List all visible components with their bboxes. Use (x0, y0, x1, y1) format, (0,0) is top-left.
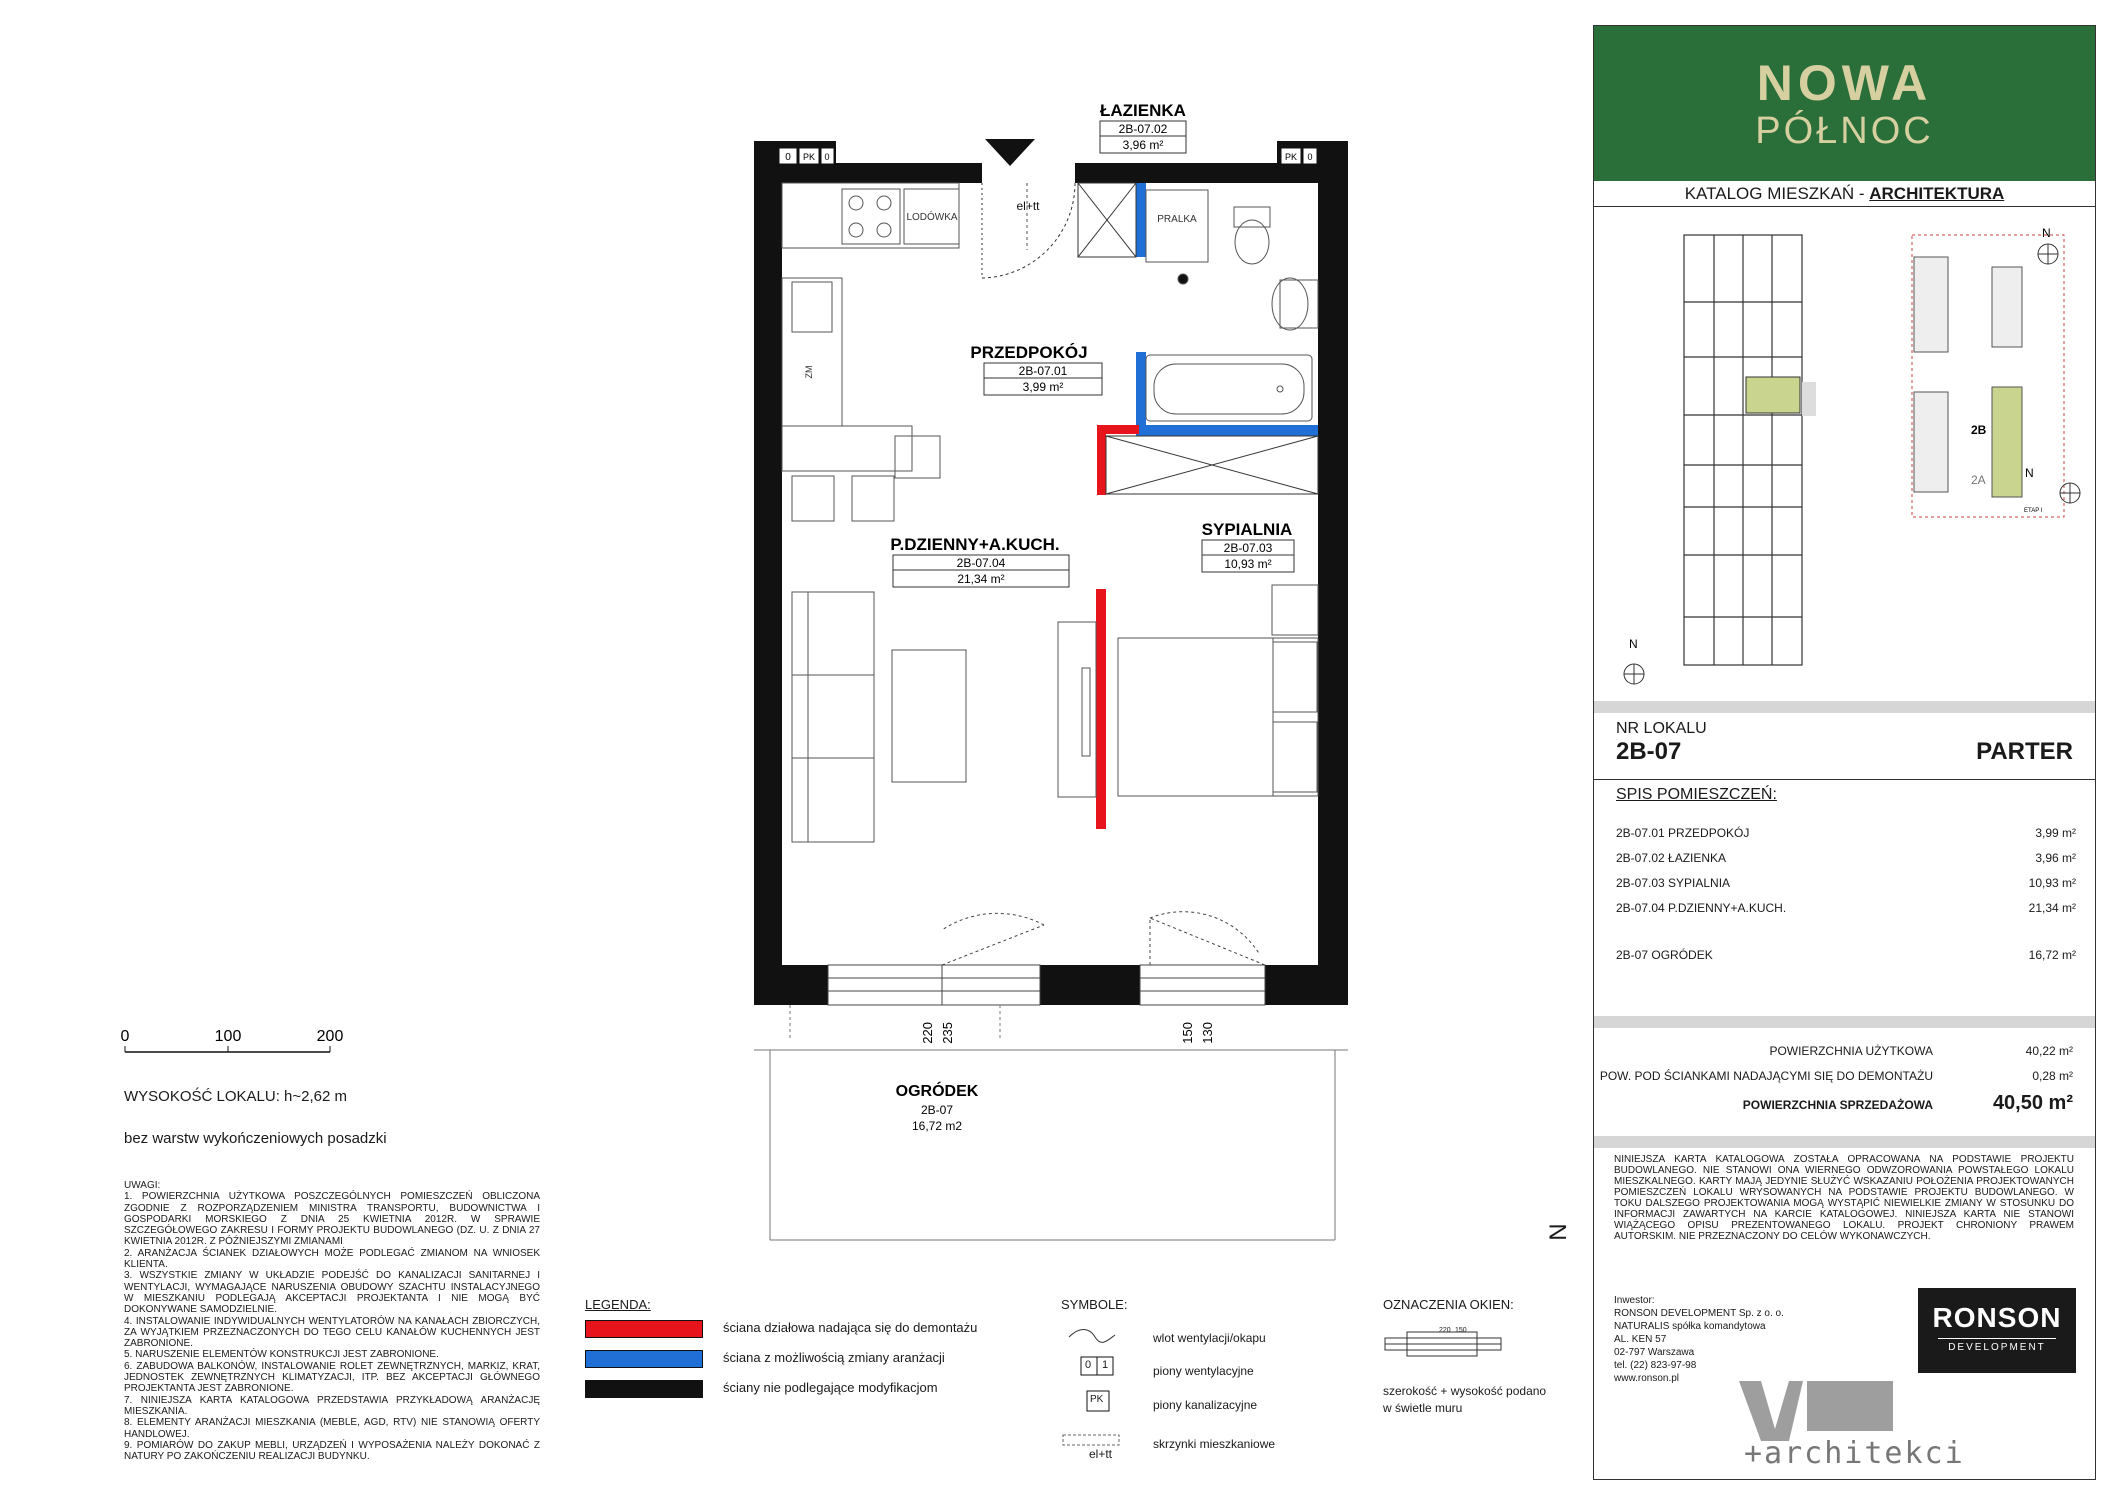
key-etap: ETAP I (2024, 508, 2043, 514)
symbol-glyph-pk: PK (1090, 1394, 1104, 1405)
windows-note-dim-2: 150 (1455, 1327, 1467, 1334)
room-label-bath (1100, 101, 1186, 153)
zm-label: ZM (804, 365, 814, 379)
legend (585, 1297, 985, 1408)
garden-area: 16,72 m2 (911, 1119, 963, 1133)
washer-label: PRALKA (1157, 214, 1197, 225)
remark-2: 2. ARANŻACJA ŚCIANEK DZIAŁOWYCH MOŻE PODLEGAĆ ZMIANOM NA WNIOSEK KLIENTA. (124, 1247, 540, 1271)
legend-title: LEGENDA: (585, 1297, 651, 1312)
counter (782, 278, 842, 426)
garden-code: 2B-07 (920, 1103, 954, 1117)
entry-door (982, 183, 1075, 278)
remark-3: 3. WSZYSTKIE ZMIANY W UKŁADZIE PODEJŚĆ DO KANALIZACJI SANITARNEJ I WENTYLACJI, WYMAGAJĄCE NARUSZENIA OBUDOWY SZACHTU INSTALACYJNEGO W MIESZKANIU PODLEGAJĄ AKCEPTACJI PROJEKTANTA I NIE MOGĄ BYĆ DOKONYWANE SAMODZIELNIE. (124, 1270, 540, 1316)
windows-note (1383, 1297, 1563, 1417)
legend-label-blue: ściana z możliwością zmiany aranżacji (723, 1350, 945, 1365)
key-north-3: N (1629, 637, 1638, 651)
win2-height: 130 (1200, 1022, 1215, 1044)
scale-tick-200: 200 (316, 1028, 344, 1045)
building-outline (1684, 235, 1802, 665)
remark-7: 7. NINIEJSZA KARTA KATALOGOWA PRZEDSTAWIA PRZYKŁADOWĄ ARANŻACJĘ MIESZKANIA. (124, 1394, 540, 1417)
living-area: 21,34 m² (957, 572, 1005, 586)
catalog-prefix: KATALOG MIESZKAŃ - (1684, 184, 1870, 203)
bath-name: ŁAZIENKA (1100, 101, 1186, 120)
living-code: 2B-07.04 (956, 556, 1006, 570)
catalog-title (1594, 181, 2095, 207)
vent-0-label-3: 0 (1307, 152, 1313, 162)
pk-label-2: PK (1284, 152, 1298, 162)
entrance-arrow-icon (985, 139, 1035, 166)
bath-code: 2B-07.02 (1118, 122, 1168, 136)
symbol-label-box: skrzynki mieszkaniowe (1153, 1437, 1276, 1451)
key-north-2: N (2025, 466, 2034, 480)
symbol-label-sewer: piony kanalizacyjne (1153, 1398, 1258, 1412)
garden-name: OGRÓDEK (895, 1083, 979, 1100)
living-furniture (792, 592, 1096, 842)
panel-divider-1 (1594, 701, 2095, 713)
info-panel (1593, 25, 2096, 1480)
unit-label: NR LOKALU (1616, 720, 1707, 737)
hall-area: 3,99 m² (1022, 380, 1064, 394)
hall-code: 2B-07.01 (1018, 364, 1068, 378)
scale-tick-100: 100 (214, 1028, 242, 1045)
room-row-3: 2B-07.03 SYPIALNIA 10,93 m² (1616, 876, 2076, 890)
brand-line2: PÓŁNOC (1755, 110, 1934, 152)
key-2a: 2A (1971, 473, 1986, 487)
remark-1: 1. POWIERZCHNIA UŻYTKOWA POSZCZEGÓLNYCH POMIESZCZEŃ OBLICZONA ZGODNIE Z ROZPORZĄDZENIEM MINISTRA TRANSPORTU, BUDOWNICTWA I GOSPODARKI MORSKIEGO Z DNIA 25 KWIETNIA 2012R. W SPRAWIE SZCZEGÓŁOWEGO ZAKRESU I FORMY PROJEKTU BUDOWLANEGO (DZ. U. Z DNIA 27 KWIETNIA 2012R. Z PÓŹNIEJSZYMI ZMIANAMI (124, 1191, 540, 1248)
key-2b: 2B (1971, 423, 1987, 437)
hall-name: PRZEDPOKÓJ (970, 343, 1088, 362)
ronson-logo: RONSON DEVELOPMENT (1918, 1288, 2076, 1373)
remark-5: 5. NARUSZENIE ELEMENTÓW KONSTRUKCJI JEST ZABRONIONE. (124, 1349, 439, 1361)
room-label-living (890, 535, 1069, 587)
riser-boxes (779, 148, 1317, 164)
remark-6: 6. ZABUDOWA BALKONÓW, INSTALOWANIE ROLET ZEWNĘTRZNYCH, MARKIZ, KRAT, JEDNOSTEK ZEWNĘTRZNYCH KLIMATYZACJI, ITP. BEZ AKCEPTACJI GŁÓWNEGO PROJEKTANTA JEST ZABRONIONE. (124, 1360, 540, 1395)
room-row-2: 2B-07.02 ŁAZIENKA 3,96 m² (1616, 851, 2076, 865)
garden-outline (754, 1005, 1348, 1240)
win2-width: 150 (1180, 1022, 1195, 1044)
living-name: P.DZIENNY+A.KUCH. (890, 535, 1060, 554)
rooms-header: SPIS POMIESZCZEŃ: (1616, 786, 1777, 803)
windows-note-text: szerokość + wysokość podano w świetle muru (1383, 1384, 1547, 1415)
unit-number: 2B-07 (1616, 738, 1682, 765)
brand-banner (1594, 26, 2095, 181)
remark-4: 4. INSTALOWANIE INDYWIDUALNYCH WENTYLATORÓW NA KANAŁACH ZBIORCZYCH, ZA WYJĄTKIEM PRZEZNACZONYCH DO TEGO CELU KANAŁÓW KUCHENNYCH JEST ZABRONIONE. (124, 1315, 540, 1350)
floor-note: bez warstw wykończeniowych posadzki (124, 1130, 387, 1147)
key-north-1: N (2042, 226, 2051, 240)
bedroom-code: 2B-07.03 (1223, 541, 1273, 555)
windows-note-title: OZNACZENIA OKIEN: (1383, 1297, 1514, 1312)
legend-swatch-blue (585, 1350, 703, 1368)
brand-line1: NOWA (1756, 55, 1933, 111)
bathroom-fixtures (1146, 190, 1318, 421)
key-plan (1594, 207, 2096, 702)
vent-inlet-icon (1069, 1330, 1115, 1343)
windows-note-dim-1: 220 (1439, 1327, 1451, 1334)
symbol-label-vent: wlot wentylacji/okapu (1153, 1331, 1266, 1345)
unit-floor: PARTER (1976, 738, 2073, 765)
compass-label: N (1543, 1223, 1571, 1241)
scale-tick-0: 0 (120, 1028, 130, 1045)
remarks-title: UWAGI: (124, 1180, 161, 1191)
installation-shaft (1078, 183, 1318, 494)
room-label-hall (970, 343, 1102, 395)
symbols (1061, 1297, 1361, 1467)
demolition-area-row: POW. POD ŚCIANKAMI NADAJĄCYMI SIĘ DO DEMONTAŻU 0,28 m² (1599, 1069, 2073, 1083)
symbol-glyph-eltt: el+tt (1089, 1447, 1113, 1461)
vent-0-label: 0 (785, 152, 791, 163)
disclaimer: NINIEJSZA KARTA KATALOGOWA ZOSTAŁA OPRACOWANA NA PODSTAWIE PROJEKTU BUDOWLANEGO. NIE STANOWI ONA WIERNEGO ODWZOROWANIA POWSTAŁEGO LOKALU MIESZKALNEGO. KARTY MAJĄ JEDYNIE SŁUŻYĆ WSKAZANIU POŁOŻENIA PROJEKTOWANYCH POMIESZCZEŃ LOKALU WRYSOWANYCH NA PODSTAWIE PROJEKTU BUDOWLANEGO. W TOKU DALSZEGO PROJEKTOWANIA MOGĄ WYSTĄPIĆ NIEWIELKIE ZMIANY W STOSUNKU DO INFORMACJI ZAWARTYCH NA KARCIE KATALOGOWEJ. NINIEJSZA KARTA NIE STANOWI WIĄŻĄCEGO OPISU PREZENTOWANEGO LOKALU. PROJEKT CHRONIONY PRAWEM AUTORSKIM. NIE PRZEZNACZONY DO CELÓW WYKONAWCZYCH. (1614, 1154, 2074, 1242)
remarks (124, 1180, 540, 1462)
win1-height: 235 (940, 1022, 955, 1044)
sale-area-row: POWIERZCHNIA SPRZEDAŻOWA 40,50 m² (1742, 1092, 2073, 1114)
usable-area-row: POWIERZCHNIA UŻYTKOWA 40,22 m² (1769, 1044, 2073, 1058)
room-row-4: 2B-07.04 P.DZIENNY+A.KUCH. 21,34 m² (1616, 901, 2076, 915)
washer (1146, 190, 1208, 262)
unit-highlight (1746, 377, 1800, 413)
legend-swatch-black (585, 1380, 703, 1398)
catalog-highlight: ARCHITEKTURA (1869, 184, 2005, 203)
legend-label-black: ściany nie podlegające modyfikacjom (723, 1380, 938, 1395)
hob (842, 189, 900, 244)
architect-logo: +architekci (1744, 1436, 1965, 1471)
win1-width: 220 (920, 1022, 935, 1044)
pk-label: PK (802, 152, 816, 162)
bedroom-name: SYPIALNIA (1201, 520, 1293, 539)
symbol-label-vent-riser: piony wentylacyjne (1153, 1364, 1254, 1378)
eltt-label: el+tt (1016, 199, 1040, 213)
site-buildings (1914, 257, 2022, 497)
fridge-label: LODÓWKA (906, 212, 958, 223)
bedroom-area: 10,93 m² (1224, 557, 1272, 571)
remark-8: 8. ELEMENTY ARANŻACJI MIESZKANIA (MEBLE, AGD, RTV) NIE STANOWIĄ OFERTY HANDLOWEJ. (124, 1417, 540, 1440)
scale-bar (121, 1028, 344, 1052)
symbol-glyph-0: 0 (1085, 1359, 1092, 1371)
remark-9: 9. POMIARÓW DO ZAKUP MEBLI, URZĄDZEŃ I WYPOSAŻENIA NALEŻY DOKONAĆ Z NATURY PO ZAKOŃCZENIU REALIZACJI BUDYNKU. (124, 1439, 540, 1463)
room-row-1: 2B-07.01 PRZEDPOKÓJ 3,99 m² (1616, 826, 2076, 840)
legend-label-red: ściana działowa nadająca się do demontażu (723, 1320, 978, 1335)
bed (1118, 585, 1318, 796)
room-label-garden (896, 1081, 979, 1133)
height-note: WYSOKOŚĆ LOKALU: h~2,62 m (124, 1088, 348, 1105)
garden-row: 2B-07 OGRÓDEK 16,72 m² (1616, 948, 2076, 962)
symbol-glyph-1: 1 (1102, 1359, 1109, 1371)
utility-box-icon (1063, 1435, 1119, 1445)
symbols-title: SYMBOLE: (1061, 1297, 1128, 1312)
room-label-bedroom (1202, 520, 1294, 572)
investor-info: Inwestor: RONSON DEVELOPMENT Sp. z o. o. NATURALIS spółka komandytowa AL. KEN 57 02-797 Warszawa tel. (22) 823-97-98 www.ronson.pl (1614, 1295, 1784, 1384)
bath-area: 3,96 m² (1122, 138, 1164, 152)
legend-swatch-red (585, 1320, 703, 1338)
vent-0-label-2: 0 (824, 152, 830, 162)
